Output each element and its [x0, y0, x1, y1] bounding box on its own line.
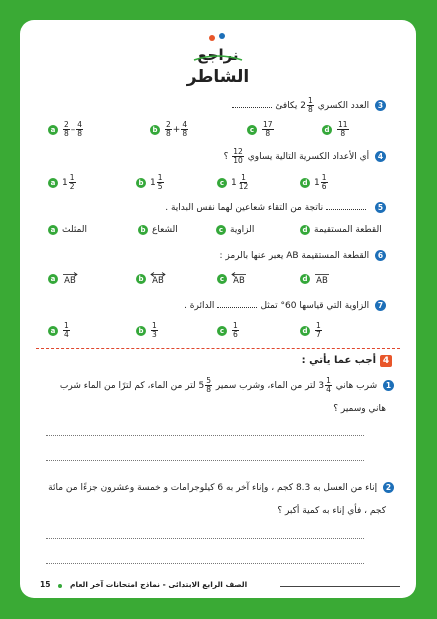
- footer-title: الصف الرابع الابتدائى - نماذج امتحانات آخر العام: [70, 580, 248, 589]
- q4-option-a[interactable]: a 1 $\frac{1}{2}$: [48, 174, 77, 191]
- footer-rule: [280, 586, 400, 587]
- section-4-heading: 4أجب عما يأتي :: [302, 355, 392, 367]
- answer-line[interactable]: [46, 563, 364, 564]
- problem-2-line-2: كجم ، فأي إناء به كمية أكبر ؟: [277, 506, 386, 516]
- q5-option-a[interactable]: a المثلث: [48, 225, 87, 235]
- q5-option-c[interactable]: c الزاوية: [216, 225, 254, 235]
- q6-option-a[interactable]: a AB: [48, 272, 78, 285]
- q4-option-c[interactable]: c 1 $\frac{1}{12}$: [217, 174, 250, 191]
- question-5: 5 ناتجة من التقاء شعاعين لهما نفس البداية .: [165, 202, 386, 213]
- q5-option-b[interactable]: b الشعاع: [138, 225, 178, 235]
- svg-text:نراجع: نراجع: [197, 46, 239, 64]
- q7-option-d[interactable]: d $\frac{1}{7}$: [300, 322, 323, 339]
- footer-dot: [58, 584, 62, 588]
- section-divider: [36, 348, 400, 349]
- q3-option-b[interactable]: b $\frac{2}{8}$ + $\frac{4}{8}$: [150, 121, 189, 138]
- question-4: 4 أي الأعداد الكسرية التالية يساوي $\frac{12}{10}$ ؟: [224, 148, 386, 165]
- logo: [180, 30, 256, 92]
- logo-graphic: [180, 30, 256, 92]
- answer-line[interactable]: [46, 538, 364, 539]
- q3-option-a[interactable]: a $\frac{2}{8}$ – $\frac{4}{8}$: [48, 121, 84, 138]
- q5-option-d[interactable]: d القطعة المستقيمة: [300, 225, 382, 235]
- worksheet-page: [20, 20, 416, 598]
- problem-2: 2 إناء من العسل به 8.3 كجم ، وإناء آخر به 6 كيلوجرامات و خمسة وعشرون جزءًا من مائة: [48, 482, 394, 493]
- svg-text:الشاطر: الشاطر: [186, 67, 250, 87]
- q4-option-b[interactable]: b 1 $\frac{1}{5}$: [136, 174, 165, 191]
- question-number: 3: [375, 100, 386, 111]
- question-6: 6 القطعة المستقيمة AB يعبر عنها بالرمز :: [219, 250, 386, 261]
- q6-option-c[interactable]: c AB: [217, 272, 247, 285]
- q6-option-d[interactable]: d AB: [300, 272, 330, 285]
- q4-option-d[interactable]: d 1 $\frac{1}{6}$: [300, 174, 329, 191]
- question-3: 3 العدد الكسري 2 $\frac{1}{8}$ يكافئ: [229, 97, 386, 114]
- question-7: 7 الزاوية التي قياسها 60° تمثلالدائرة .: [184, 300, 386, 311]
- answer-line[interactable]: [46, 435, 364, 436]
- problem-1: 1 شرب هاني 3 $\frac{1}{4}$ لتر من الماء، وشرب سمير 5 $\frac{5}{8}$ لتر من الماء، كم لترًا من الماء شرب: [42, 377, 394, 394]
- q3-option-c[interactable]: c $\frac{17}{8}$: [247, 121, 275, 138]
- answer-line[interactable]: [46, 460, 364, 461]
- q3-option-d[interactable]: d $\frac{11}{8}$: [322, 121, 350, 138]
- q7-option-c[interactable]: c $\frac{1}{6}$: [217, 322, 240, 339]
- q7-option-a[interactable]: a $\frac{1}{4}$: [48, 322, 71, 339]
- footer: [36, 580, 400, 592]
- q6-option-b[interactable]: b AB: [136, 272, 166, 285]
- problem-1-line-2: هاني وسمير ؟: [333, 404, 386, 414]
- q7-option-b[interactable]: b $\frac{1}{3}$: [136, 322, 159, 339]
- page-number: 15: [40, 580, 51, 589]
